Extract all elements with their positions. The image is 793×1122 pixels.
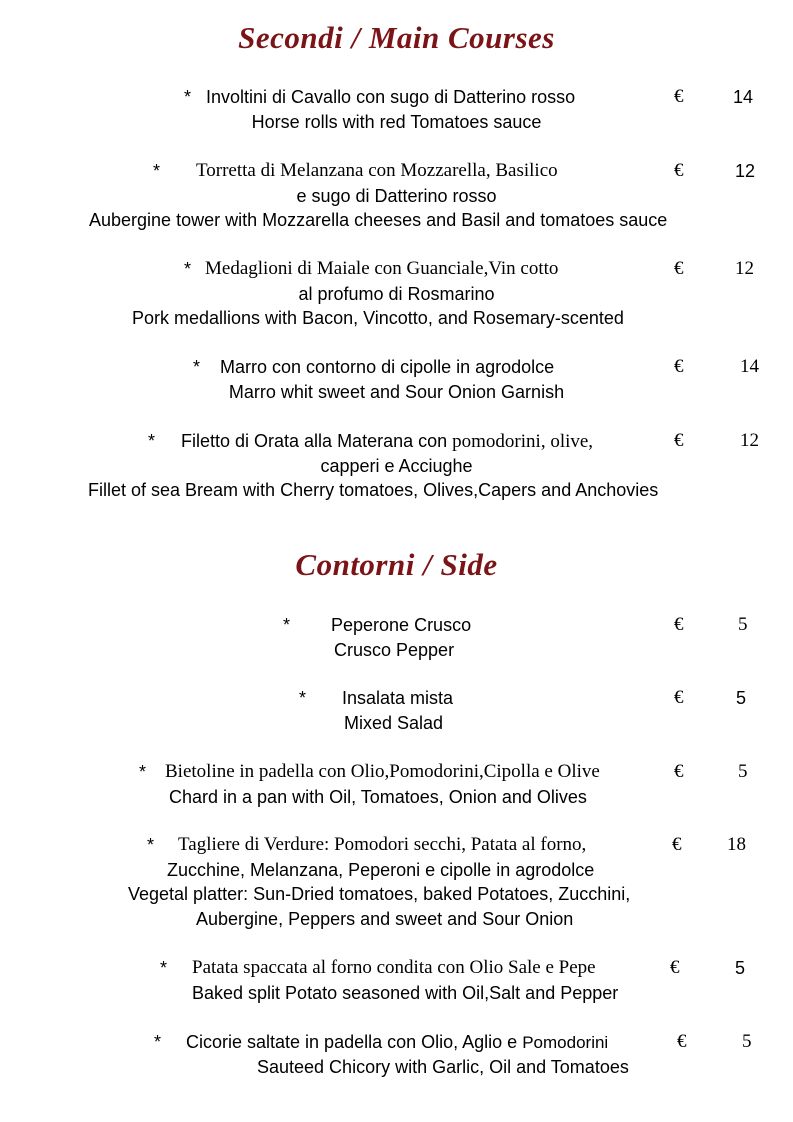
dish-name-en: Mixed Salad xyxy=(344,713,444,733)
bullet: * xyxy=(147,835,155,855)
dish-price: 12 xyxy=(735,258,754,279)
dish-name-en-part: Capers and Anchovies xyxy=(478,480,659,500)
dish-price: 14 xyxy=(733,87,754,107)
dish-name-it-cont: e sugo di Datterino rosso xyxy=(296,186,497,206)
dish-name-it: Patata spaccata al forno condita con Olio Sale e Pepe xyxy=(192,957,596,978)
dish-name-it xyxy=(186,1031,608,1054)
currency-symbol: € xyxy=(674,258,684,279)
dish-name-en: Crusco Pepper xyxy=(334,640,455,660)
dish-name-en: Marro whit sweet and Sour Onion Garnish xyxy=(228,382,565,402)
bullet: * xyxy=(153,161,161,181)
dish-name-en: Chard in a pan with Oil, Tomatoes, Onion and Olives xyxy=(169,787,587,807)
dish-name-it: Bietoline in padella con Olio,Pomodorini,Cipolla e Olive xyxy=(165,761,600,782)
dish-name-it: Involtini di Cavallo con sugo di Datterino rosso xyxy=(206,87,576,107)
dish-name-en: Vegetal platter: Sun-Dried tomatoes, baked Potatoes, Zucchini, xyxy=(128,884,631,904)
dish-price: 12 xyxy=(740,430,759,451)
bullet: * xyxy=(148,431,156,451)
dish-name-en: Baked split Potato seasoned with Oil,Salt and Pepper xyxy=(192,983,619,1003)
dish-name-en: Pork medallions with Bacon, Vincotto, and Rosemary-scented xyxy=(132,308,624,328)
dish-name-it xyxy=(181,430,593,453)
dish-name-it: Torretta di Melanzana con Mozzarella, Basilico xyxy=(196,160,558,181)
bullet: * xyxy=(139,762,147,782)
dish-name-it-part: Pomodorini xyxy=(522,1033,609,1052)
bullet: * xyxy=(160,958,168,978)
currency-symbol: € xyxy=(677,1031,687,1052)
dish-name-it: Marro con contorno di cipolle in agrodolce xyxy=(220,357,555,377)
currency-symbol: € xyxy=(674,86,684,107)
currency-symbol: € xyxy=(674,761,684,782)
dish-name-en-part: Fillet of sea Bream with Cherry tomatoes, Olives, xyxy=(88,480,479,500)
bullet: * xyxy=(283,615,291,635)
section-title-secondi: Secondi / Main Courses xyxy=(238,20,555,55)
dish-name-en: Horse rolls with red Tomatoes sauce xyxy=(251,112,542,132)
currency-symbol: € xyxy=(674,614,684,635)
bullet: * xyxy=(154,1032,162,1052)
dish-name-it-part: Filetto di Orata alla Materana con xyxy=(181,431,448,451)
dish-name-en-cont: Aubergine, Peppers and sweet and Sour Onion xyxy=(196,909,574,929)
dish-price: 5 xyxy=(736,688,747,708)
bullet: * xyxy=(193,357,201,377)
currency-symbol: € xyxy=(674,356,684,377)
dish-name-it-cont: capperi e Acciughe xyxy=(320,456,473,476)
currency-symbol: € xyxy=(672,834,682,855)
currency-symbol: € xyxy=(674,687,684,708)
dish-name-it: Medaglioni di Maiale con Guanciale,Vin cotto xyxy=(205,258,559,279)
bullet: * xyxy=(299,688,307,708)
dish-price: 14 xyxy=(740,356,759,377)
dish-name-it-cont: al profumo di Rosmarino xyxy=(298,284,495,304)
currency-symbol: € xyxy=(674,430,684,451)
dish-price: 18 xyxy=(727,834,746,855)
dish-price: 12 xyxy=(735,161,756,181)
dish-name-it: Tagliere di Verdure: Pomodori secchi, Patata al forno, xyxy=(178,834,587,855)
currency-symbol: € xyxy=(674,160,684,181)
dish-name-en: Aubergine tower with Mozzarella cheeses and Basil and tomatoes sauce xyxy=(89,210,668,230)
dish-name-it-cont: Zucchine, Melanzana, Peperoni e cipolle in agrodolce xyxy=(167,860,595,880)
bullet: * xyxy=(184,259,192,279)
dish-name-en: Sauteed Chicory with Garlic, Oil and Tomatoes xyxy=(257,1057,629,1077)
dish-price: 5 xyxy=(735,958,746,978)
dish-name-en xyxy=(88,479,658,501)
bullet: * xyxy=(184,87,192,107)
dish-name-it-part: pomodorini, olive, xyxy=(452,431,594,452)
dish-price: 5 xyxy=(738,761,748,782)
dish-name-it: Insalata mista xyxy=(342,688,454,708)
dish-name-it: Peperone Crusco xyxy=(331,615,472,635)
currency-symbol: € xyxy=(670,957,680,978)
dish-name-it-part: Cicorie saltate in padella con Olio, Aglio e xyxy=(186,1032,518,1052)
dish-price: 5 xyxy=(738,614,748,635)
section-title-contorni: Contorni / Side xyxy=(295,547,498,582)
dish-price: 5 xyxy=(742,1031,752,1052)
